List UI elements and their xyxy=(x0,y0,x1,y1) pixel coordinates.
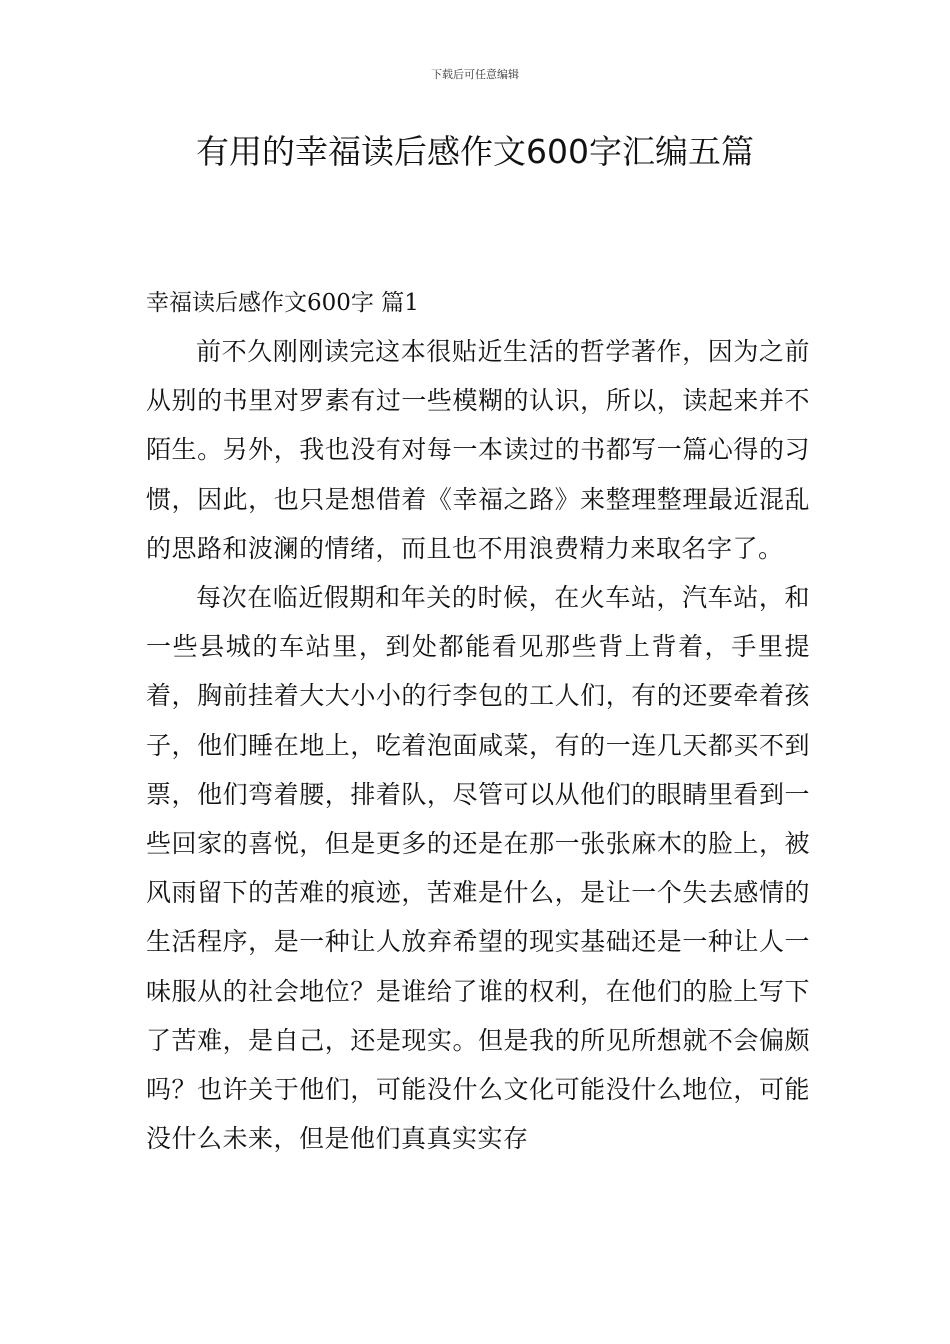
paragraph: 每次在临近假期和年关的时候，在火车站，汽车站，和一些县城的车站里，到处都能看见那些背上背着，手里提着，胸前挂着大大小小的行李包的工人们，有的还要牵着孩子，他们睡在地上，吃着泡面咸菜，有的一连几天都买不到票，他们弯着腰，排着队，尽管可以从他们的眼睛里看到一些回家的喜悦，但是更多的还是在那一张张麻木的脸上，被风雨留下的苦难的痕迹，苦难是什么，是让一个失去感情的生活程序，是一种让人放弃希望的现实基础还是一种让人一味服从的社会地位？是谁给了谁的权利，在他们的脸上写下了苦难，是自己，还是现实。但是我的所见所想就不会偏颇吗？也许关于他们，可能没什么文化可能没什么地位，可能没什么未来，但是他们真真实实存 xyxy=(146,583,810,1154)
header-note: 下载后可任意编辑 xyxy=(431,68,519,81)
body-text xyxy=(146,327,810,1163)
section-heading: 幸福读后感作文600字 篇1 xyxy=(146,290,419,316)
document-title: 有用的幸福读后感作文600字汇编五篇 xyxy=(196,132,754,171)
paragraph: 前不久刚刚读完这本很贴近生活的哲学著作，因为之前从别的书里对罗素有过一些模糊的认识，所以，读起来并不陌生。另外，我也没有对每一本读过的书都写一篇心得的习惯，因此，也只是想借着《幸福之路》来整理整理最近混乱的思路和波澜的情绪，而且也不用浪费精力来取名字了。 xyxy=(146,337,810,563)
